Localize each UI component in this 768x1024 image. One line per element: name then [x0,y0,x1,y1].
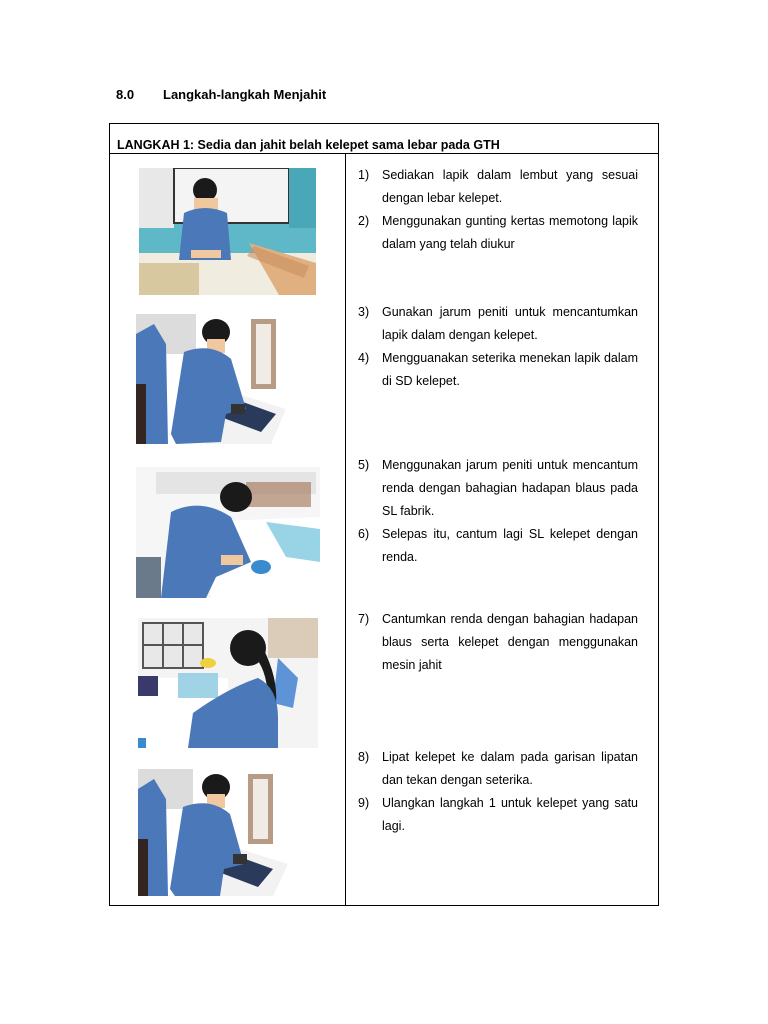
instruction-item: 1) Sediakan lapik dalam lembut yang sesuai dengan lebar kelepet. [358,168,638,205]
photo-ironing-lining [136,314,310,444]
photo-sewing-machine [138,618,318,748]
instruction-group-4 [358,608,638,677]
step-title: LANGKAH 1: Sedia dan jahit belah kelepet sama lebar pada GTH [110,124,658,154]
instruction-group-5 [358,746,638,838]
instruction-item: 7) Cantumkan renda dengan bahagian hadapan blaus serta kelepet dengan menggunakan mesin jahit [358,612,638,672]
instruction-item: 8) Lipat kelepet ke dalam pada garisan lipatan dan tekan dengan seterika. [358,750,638,787]
photo-pinning-lace [136,467,320,598]
instruction-item: 6) Selepas itu, cantum lagi SL kelepet dengan renda. [358,527,638,564]
instruction-group-3 [358,454,638,569]
instruction-item: 5) Menggunakan jarum peniti untuk mencantum renda dengan bahagian hadapan blaus pada SL fabrik. [358,458,638,518]
section-heading [116,87,326,102]
photo-cutting-lining [139,168,316,295]
instruction-group-1 [358,164,638,256]
instruction-item: 3) Gunakan jarum peniti untuk mencantumkan lapik dalam dengan kelepet. [358,305,638,342]
section-title: Langkah-langkah Menjahit [163,87,327,102]
column-divider [345,154,346,906]
instruction-item: 4) Mengguanakan seterika menekan lapik dalam di SD kelepet. [358,351,638,388]
instruction-group-2 [358,301,638,393]
photo-ironing-fold [138,769,308,896]
instruction-item: 2) Menggunakan gunting kertas memotong lapik dalam yang telah diukur [358,214,638,251]
section-number: 8.0 [116,87,135,102]
instruction-item: 9) Ulangkan langkah 1 untuk kelepet yang satu lagi. [358,796,638,833]
steps-table [109,123,659,906]
